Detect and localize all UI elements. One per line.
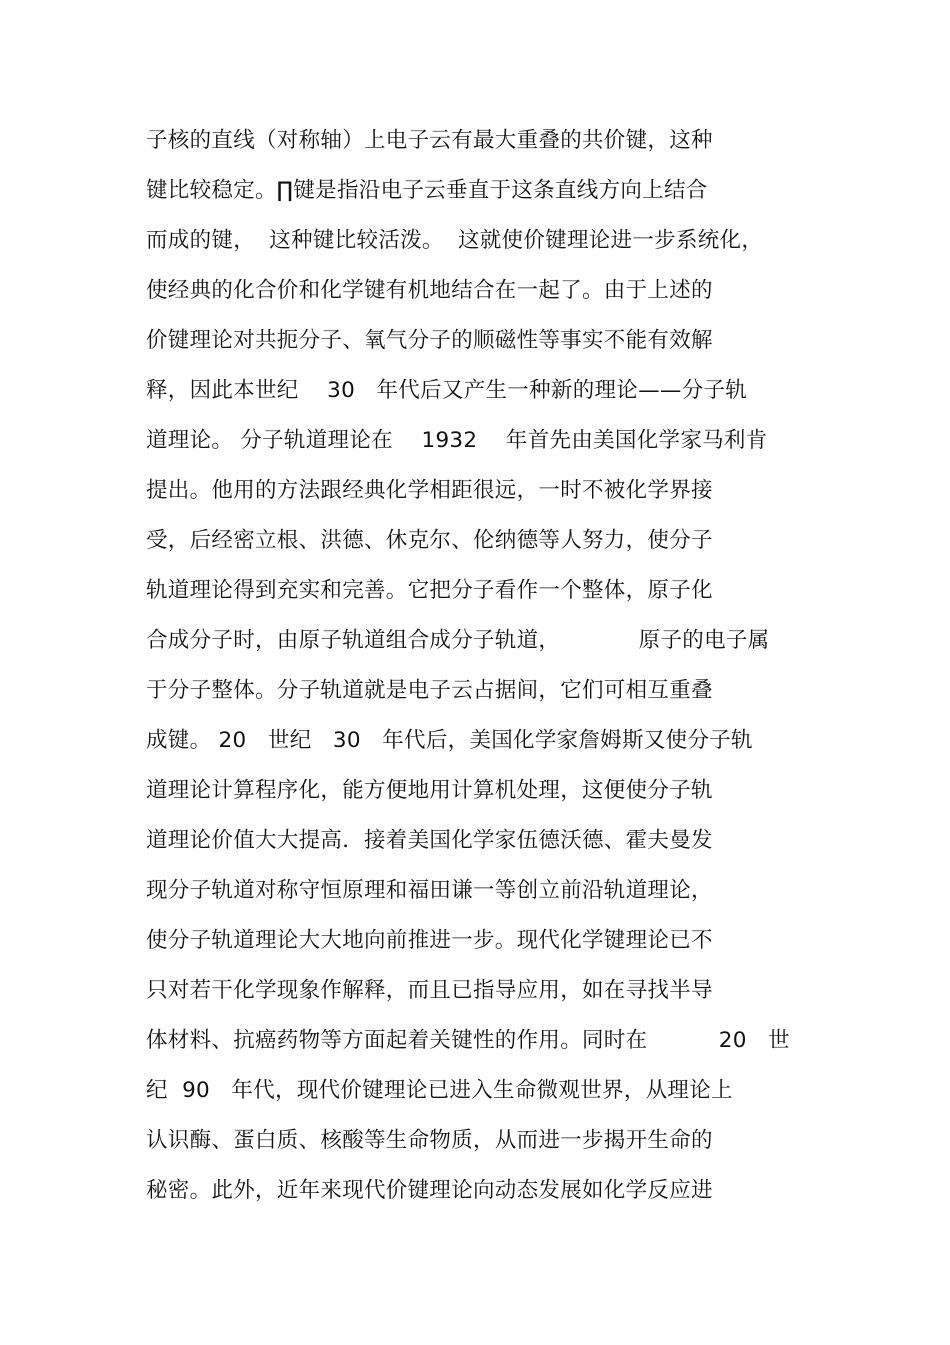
text-line: 释，因此本世纪 30 年代后又产生一种新的理论——分子轨 [146, 378, 748, 403]
text-line: 于分子整体。分子轨道就是电子云占据间，它们可相互重叠 [146, 678, 713, 703]
text-line: 道理论计算程序化，能方便地用计算机处理，这便使分子轨 [146, 778, 713, 803]
body-text [146, 122, 846, 1222]
text-line: 只对若干化学现象作解释，而且已指导应用，如在寻找半导 [146, 978, 713, 1003]
text-line: 使分子轨道理论大大地向前推进一步。现代化学键理论已不 [146, 928, 713, 953]
text-line: 成键。 20 世纪 30 年代后，美国化学家詹姆斯又使分子轨 [146, 728, 753, 753]
text-line: 价键理论对共扼分子、氧气分子的顺磁性等事实不能有效解 [146, 328, 713, 353]
text-line: 现分子轨道对称守恒原理和福田谦一等创立前沿轨道理论， [146, 878, 713, 903]
text-line: 受，后经密立根、洪德、休克尔、伦纳德等人努力，使分子 [146, 528, 713, 553]
text-line: 合成分子时，由原子轨道组合成分子轨道， 原子的电子属 [146, 628, 770, 653]
text-line: 道理论价值大大提高．接着美国化学家伍德沃德、霍夫曼发 [146, 828, 713, 853]
text-line: 纪 90 年代，现代价键理论已进入生命微观世界，从理论上 [146, 1078, 733, 1103]
text-line: 而成的键， 这种键比较活泼。 这就使价键理论进一步系统化， [146, 228, 764, 253]
text-line: 认识酶、蛋白质、核酸等生命物质，从而进一步揭开生命的 [146, 1128, 713, 1153]
text-line: 道理论。 分子轨道理论在 1932 年首先由美国化学家马利肯 [146, 428, 768, 453]
text-line: 体材料、抗癌药物等方面起着关键性的作用。同时在 20 世 [146, 1028, 790, 1053]
text-line: 键比较稳定。∏键是指沿电子云垂直于这条直线方向上结合 [146, 178, 708, 203]
text-line: 使经典的化合价和化学键有机地结合在一起了。由于上述的 [146, 278, 713, 303]
text-line: 子核的直线（对称轴）上电子云有最大重叠的共价键，这种 [146, 128, 713, 153]
text-line: 秘密。此外，近年来现代价键理论向动态发展如化学反应进 [146, 1178, 713, 1203]
text-line: 轨道理论得到充实和完善。它把分子看作一个整体，原子化 [146, 578, 713, 603]
text-line: 提出。他用的方法跟经典化学相距很远，一时不被化学界接 [146, 478, 713, 503]
